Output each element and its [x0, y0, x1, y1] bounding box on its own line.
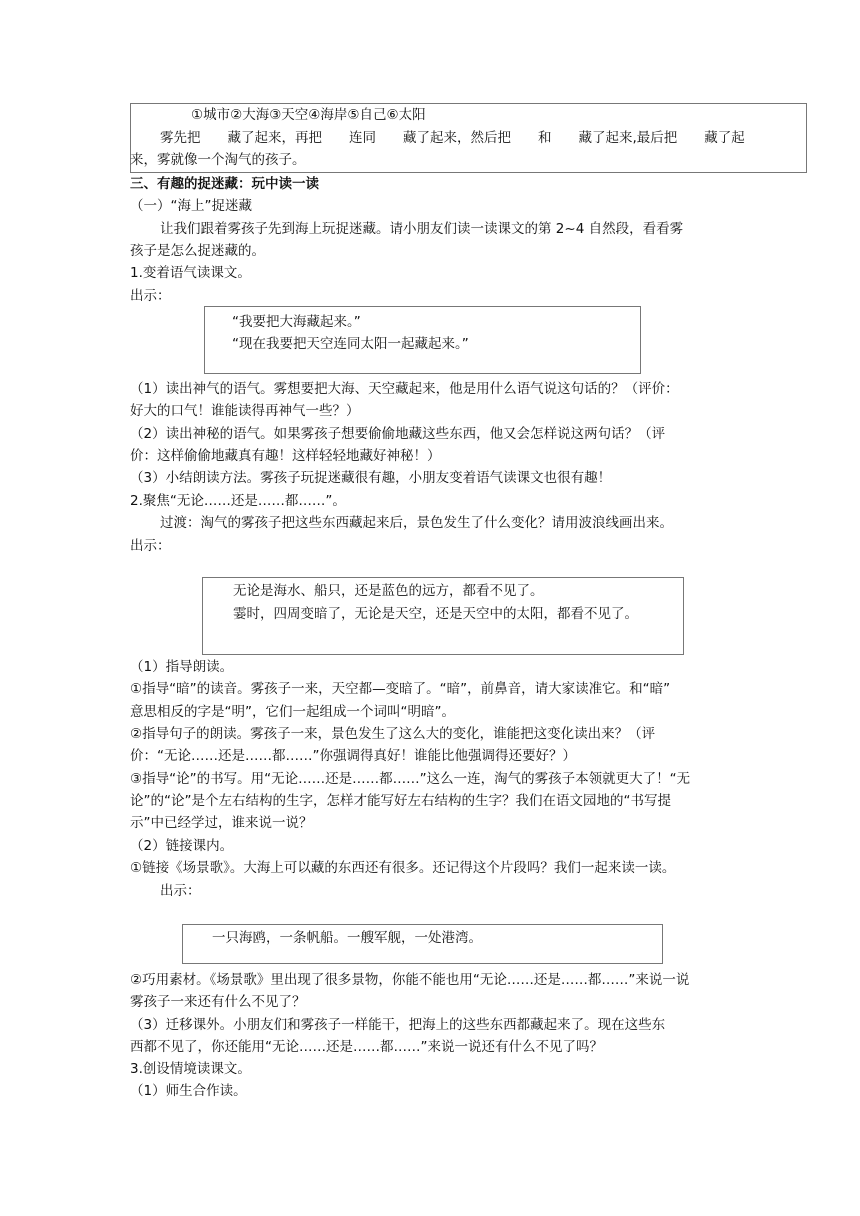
guide-2-line-2: 价：“无论……还是……都……”你强调得真好！谁能比他强调得还要好？） — [130, 748, 576, 764]
guide-1-line-2: 意思相反的字是“明”，它们一起组成一个词叫“明暗”。 — [130, 704, 455, 720]
transfer-line-2: 西都不见了，你还能用“无论……还是……都……”来说一说还有什么不见了吗？ — [130, 1039, 603, 1055]
options-line: ①城市②大海③天空④海岸⑤自己⑥太阳 — [191, 107, 426, 123]
transition-line: 过渡：淘气的雾孩子把这些东西藏起来后，景色发生了什么变化？请用波浪线画出来。 — [160, 515, 673, 531]
para-2-line-1: （2）读出神秘的语气。如果雾孩子想要偷偷地藏这些东西，他又会怎样说这两句话？（评 — [130, 426, 666, 442]
guide-3-line-3: 示”中已经学过，谁来说一说？ — [130, 815, 313, 831]
transfer-line-1: （3）迁移课外。小朋友们和雾孩子一样能干，把海上的这些东西都藏起来了。现在这些东 — [130, 1017, 666, 1033]
subsection-title: （一）“海上”捉迷藏 — [130, 198, 252, 214]
item-1-heading: 1.变着语气读课文。 — [130, 265, 251, 281]
guide-1-line-1: ①指导“暗”的读音。雾孩子一来，天空都—变暗了。“暗”，前鼻音，请大家读准它。和“暗” — [130, 681, 671, 697]
quote-3-line: 一只海鸥，一条帆船。一艘军舰，一处港湾。 — [212, 930, 482, 946]
guide-reading-heading: （1）指导朗读。 — [130, 659, 234, 675]
show-label-1: 出示： — [130, 288, 171, 304]
cooperative-reading: （1）师生合作读。 — [130, 1083, 247, 1099]
para-3: （3）小结朗读方法。雾孩子玩捉迷藏很有趣，小朋友变着语气读课文也很有趣！ — [130, 470, 612, 486]
item-3-heading: 3.创设情境读课文。 — [130, 1061, 251, 1077]
show-label-3: 出示： — [160, 883, 201, 899]
guide-3-line-1: ③指导“论”的书写。用“无论……还是……都……”这么一连，淘气的雾孩子本领就更大了！“无 — [130, 771, 691, 787]
para-2-line-2: 价：这样偷偷地藏真有趣！这样轻轻地藏好神秘！） — [130, 448, 441, 464]
material-line-2: 雾孩子一来还有什么不见了？ — [130, 994, 306, 1010]
para-1-line-1: （1）读出神气的语气。雾想要把大海、天空藏起来，他是用什么语气说这句话的？（评价： — [130, 381, 679, 397]
intro-line-1: 让我们跟着雾孩子先到海上玩捉迷藏。请小朋友们读一读课文的第 2~4 自然段，看看雾 — [160, 221, 684, 237]
fill-blank-line-2: 来，雾就像一个淘气的孩子。 — [130, 152, 306, 168]
guide-2-line-1: ②指导句子的朗读。雾孩子一来，景色发生了这么大的变化，谁能把这变化读出来？（评 — [130, 726, 656, 742]
guide-3-line-2: 论”的“论”是个左右结构的生字，怎样才能写好左右结构的生字？我们在语文园地的“书写提 — [130, 793, 671, 809]
material-line-1: ②巧用素材。《场景歌》里出现了很多景物，你能不能也用“无论……还是……都……”来说一说 — [130, 972, 690, 988]
quote-1-line-2: “现在我要把天空连同太阳一起藏起来。” — [232, 336, 469, 352]
item-2-heading: 2.聚焦“无论……还是……都……”。 — [130, 493, 346, 509]
show-label-2: 出示： — [130, 538, 171, 554]
quote-2-line-2: 霎时，四周变暗了，无论是天空，还是天空中的太阳，都看不见了。 — [233, 606, 638, 622]
intro-line-2: 孩子是怎么捉迷藏的。 — [130, 243, 265, 259]
link-heading: （2）链接课内。 — [130, 838, 234, 854]
section-title: 三、有趣的捉迷藏：玩中读一读 — [130, 176, 319, 192]
fill-blank-line-1: 雾先把 藏了起来，再把 连同 藏了起来，然后把 和 藏了起来,最后把 藏了起 — [160, 130, 745, 146]
link-1-line: ①链接《场景歌》。大海上可以藏的东西还有很多。还记得这个片段吗？我们一起来读一读。 — [130, 860, 676, 876]
para-1-line-2: 好大的口气！谁能读得再神气一些？） — [130, 403, 360, 419]
quote-2-line-1: 无论是海水、船只，还是蓝色的远方，都看不见了。 — [233, 583, 544, 599]
quote-1-line-1: “我要把大海藏起来。” — [232, 314, 361, 330]
